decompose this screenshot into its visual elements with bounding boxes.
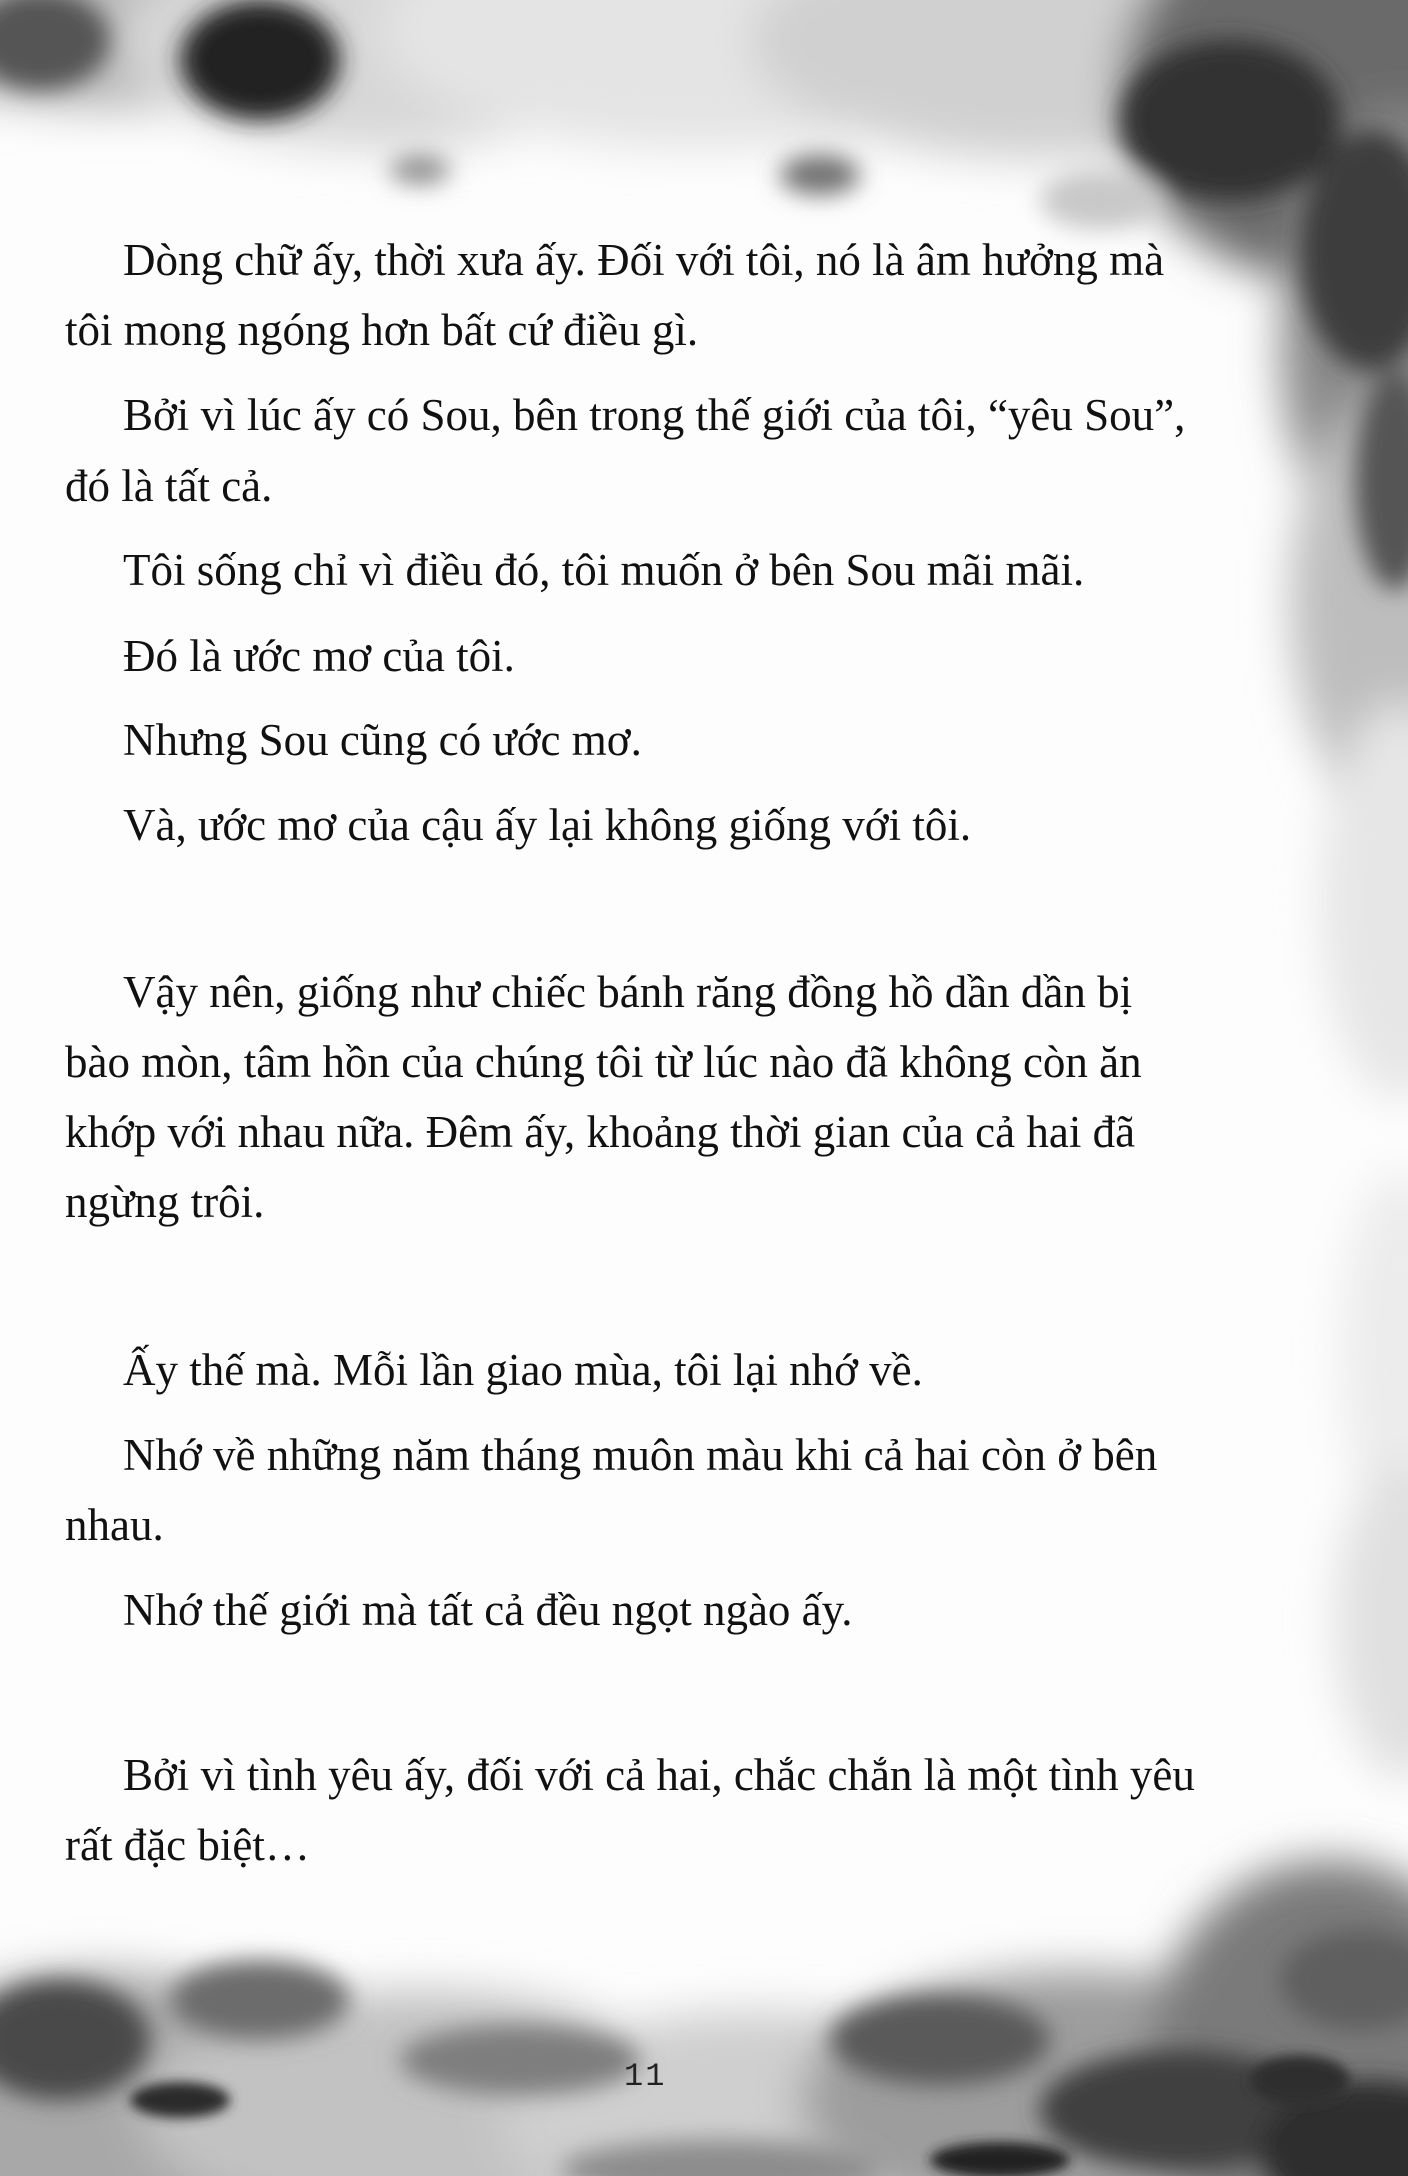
- text-line: Nhớ thế giới mà tất cả đều ngọt ngào ấy.: [123, 1585, 853, 1635]
- text-line: Và, ước mơ của cậu ấy lại không giống với tôi.: [123, 800, 972, 850]
- text-line: nhau.: [65, 1500, 164, 1550]
- text-line: rất đặc biệt…: [65, 1820, 310, 1870]
- text-line: Bởi vì lúc ấy có Sou, bên trong thế giới của tôi, “yêu Sou”,: [123, 390, 1186, 440]
- text-line: Ấy thế mà. Mỗi lần giao mùa, tôi lại nhớ về.: [123, 1345, 923, 1395]
- text-line: Vậy nên, giống như chiếc bánh răng đồng hồ dần dần bị: [123, 967, 1133, 1017]
- text-line: Nhưng Sou cũng có ước mơ.: [123, 715, 642, 765]
- text-line: Bởi vì tình yêu ấy, đối với cả hai, chắc chắn là một tình yêu: [123, 1750, 1195, 1800]
- text-line: Đó là ước mơ của tôi.: [123, 631, 515, 681]
- text-line: Nhớ về những năm tháng muôn màu khi cả hai còn ở bên: [123, 1430, 1158, 1480]
- text-line: khớp với nhau nữa. Đêm ấy, khoảng thời gian của cả hai đã: [65, 1107, 1136, 1157]
- text-line: đó là tất cả.: [65, 461, 273, 511]
- text-line: Tôi sống chỉ vì điều đó, tôi muốn ở bên Sou mãi mãi.: [123, 545, 1085, 595]
- text-line: bào mòn, tâm hồn của chúng tôi từ lúc nào đã không còn ăn: [65, 1037, 1142, 1087]
- page-number: 11: [624, 2058, 667, 2095]
- text-line: tôi mong ngóng hơn bất cứ điều gì.: [65, 305, 699, 355]
- text-line: Dòng chữ ấy, thời xưa ấy. Đối với tôi, nó là âm hưởng mà: [123, 235, 1165, 285]
- text-line: ngừng trôi.: [65, 1177, 265, 1227]
